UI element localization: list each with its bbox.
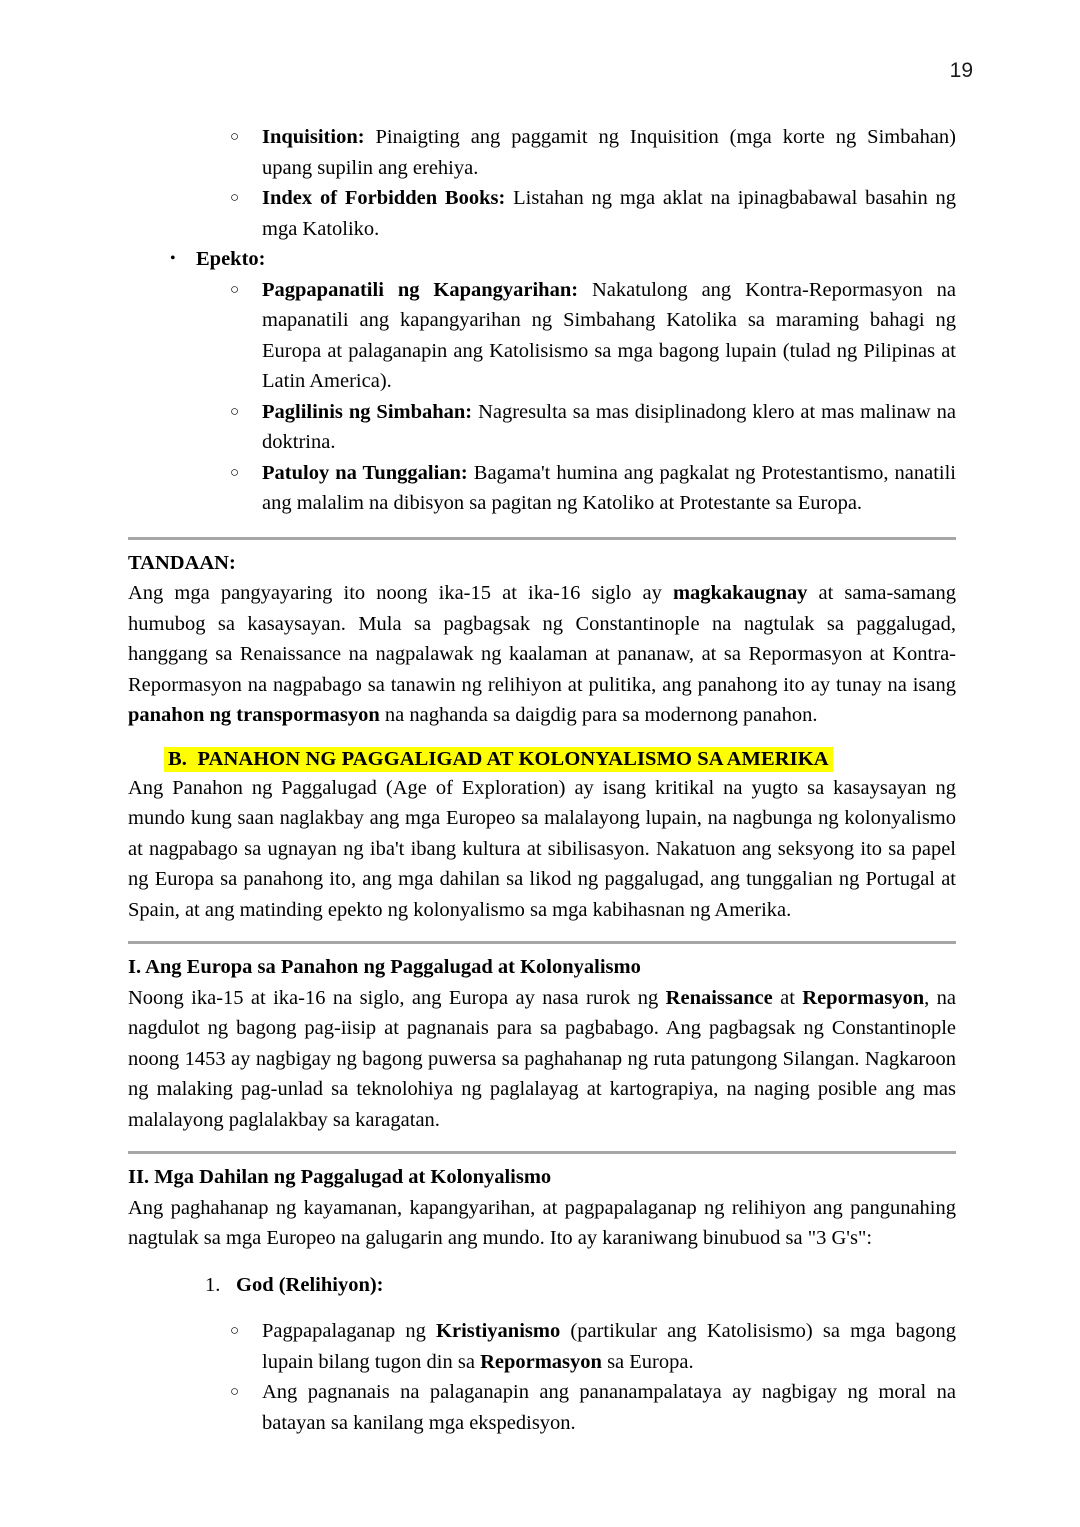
list-item	[128, 275, 956, 397]
list-item-body	[262, 1377, 956, 1438]
tandaan-heading: TANDAAN:	[128, 551, 236, 574]
list-item-body	[262, 458, 956, 519]
list-item-god	[168, 1270, 956, 1301]
spacer	[128, 731, 956, 745]
sub-bold-1: Kristiyanismo	[436, 1320, 561, 1342]
list-item-body	[262, 1316, 956, 1377]
kontra-reporma-list	[128, 122, 956, 244]
epekto-label: Epekto:	[196, 248, 266, 270]
sub-text-3: sa Europa.	[601, 1350, 694, 1373]
list-item-text: Pinaigting ang paggamit ng Inquisition (mga korte ng Simbahan) upang supilin ang erehiya.	[262, 126, 956, 179]
list-item-text: Nagresulta sa mas disiplinadong klero at mas malinaw na doktrina.	[262, 400, 956, 453]
tandaan-text-1: Ang mga pangyayaring ito noong ika-15 at ika-16 siglo ay	[128, 582, 673, 604]
tandaan-bold-1: magkakaugnay	[672, 582, 808, 604]
list-item-text: Bagama't humina ang pagkalat ng Protestantismo, nanatili ang malalim na dibisyon sa pagitan ng Katoliko at Protestante sa Europa.	[262, 461, 956, 514]
spacer	[128, 1154, 956, 1162]
list-item	[128, 122, 956, 183]
tandaan-text-3: na naghanda sa daigdig para sa modernong panahon.	[379, 704, 818, 726]
list-item-body	[262, 275, 956, 397]
section-b-heading: B. PANAHON NG PAGGALIGAD AT KOLONYALISMO SA AMERIKA	[164, 747, 833, 772]
three-gs-list	[128, 1270, 956, 1301]
spacer	[128, 944, 956, 952]
section-i-paragraph	[128, 983, 956, 1136]
list-item	[128, 183, 956, 244]
epekto-list	[128, 244, 956, 275]
sub-text-1: Ang pagnanais na palaganapin ang pananampalataya ay nagbigay ng moral na batayan sa kanilang mga ekspedisyon.	[262, 1381, 956, 1434]
list-item	[128, 397, 956, 458]
section-i-heading: I. Ang Europa sa Panahon ng Paggalugad at Kolonyalismo	[128, 956, 641, 978]
list-item-text: Listahan ng mga aklat na ipinagbabawal basahin ng mga Katoliko.	[262, 187, 957, 240]
section-ii-intro: Ang paghahanap ng kayamanan, kapangyarihan, at pagpapalaganap ng relihiyon ang pangunahing nagtulak sa mga Europeo na galugarin ang mundo. Ito ay karaniwang binubuod sa "3 G's":	[128, 1196, 956, 1249]
tandaan-bold-2: panahon ng transpormasyon	[128, 704, 380, 726]
bullet-hollow-icon: ○	[230, 403, 240, 420]
section-ii-heading: II. Mga Dahilan ng Paggalugad at Kolonyalismo	[128, 1166, 552, 1188]
list-item-term: Patuloy na Tunggalian:	[262, 461, 468, 484]
list-item	[128, 1377, 956, 1438]
list-item-epekto	[128, 244, 956, 275]
list-item-text: Nakatulong ang Kontra-Repormasyon na mapanatili ang kapangyarihan ng Simbahang Katolika sa maraming bahagi ng Europa at palaganapin ang Katolisismo sa mga bagong lupain (tulad ng Pilipinas at Latin America).	[262, 278, 957, 392]
spacer	[128, 519, 956, 537]
sub-text-1: Pagpapalaganap ng	[262, 1320, 437, 1342]
list-item-term: Paglilinis ng Simbahan:	[262, 400, 473, 423]
bullet-filled-icon: •	[170, 250, 176, 267]
list-item-body	[262, 122, 956, 183]
section-i-text-3: , na nagdulot ng bagong pag-iisip at pagnanais para sa pagbabago. Ang pagbagsak ng Constantinople noong 1453 ay nagbigay ng bagong puwersa sa paghahanap ng ruta patungong Silangan. Nagkaroon ng malaking pag-unlad sa teknolohiya ng paglalayag at kartograpiya, na naging posible ang mas malalayong paglalakbay sa karagatan.	[128, 986, 956, 1131]
spacer	[128, 540, 956, 548]
list-item	[128, 1316, 956, 1377]
epekto-sub-list	[128, 275, 956, 519]
sub-text-2: (partikular ang Katolisismo) sa mga bagong lupain bilang tugon din sa	[262, 1320, 956, 1373]
bullet-hollow-icon: ○	[230, 1323, 240, 1339]
page-number: 19	[949, 59, 973, 82]
spacer	[128, 1135, 956, 1151]
bullet-hollow-icon: ○	[230, 464, 240, 481]
list-item-term: Index of Forbidden Books:	[262, 187, 506, 209]
bullet-hollow-icon: ○	[230, 1384, 240, 1400]
list-item	[128, 458, 956, 519]
sub-bold-2: Repormasyon	[480, 1350, 602, 1373]
list-item-body	[262, 397, 956, 458]
list-item-body	[262, 183, 956, 244]
section-i-text-1: Noong ika-15 at ika-16 na siglo, ang Europa ay nasa rurok ng	[128, 986, 666, 1009]
spacer	[128, 925, 956, 941]
list-item-term: Inquisition:	[262, 126, 365, 148]
bullet-hollow-icon: ○	[230, 129, 240, 145]
document-content	[128, 122, 956, 1438]
god-sub-list	[128, 1316, 956, 1438]
tandaan-text-2: at sama-samang humubog sa kasaysayan. Mula sa pagbagsak ng Constantinople na nagtulak sa paggalugad, hanggang sa Renaissance na nagpalawak ng kaalaman at pananaw, at sa Repormasyon at Kontra-Repormasyon na nagpabago sa tanawin ng relihiyon at pulitika, ang panahong ito ay tunay na isang	[128, 582, 956, 696]
list-item-label: God (Relihiyon):	[236, 1273, 384, 1296]
section-i-bold-2: Repormasyon	[802, 986, 925, 1009]
list-number: 1.	[205, 1273, 221, 1296]
bullet-hollow-icon: ○	[230, 190, 240, 206]
tandaan-paragraph	[128, 578, 956, 731]
list-item-term: Pagpapanatili ng Kapangyarihan:	[262, 278, 579, 301]
section-b-heading-wrap	[128, 745, 956, 773]
section-i-text-2: at	[772, 986, 803, 1009]
section-b-intro: Ang Panahon ng Paggalugad (Age of Exploration) ay isang kritikal na yugto sa kasaysayan ng mundo kung saan naglakbay ang mga Europeo sa malalayong lupain, na nagbunga ng kolonyalismo at nagpabago sa ugnayan ng iba't ibang kultura at sibilisasyon. Nakatuon ang seksyong ito sa papel ng Europa sa panahong ito, ang mga dahilan sa likod ng paggalugad, ang tunggalian ng Portugal at Spain, at ang matinding epekto ng kolonyalismo sa mga kabihasnan ng Amerika.	[128, 776, 956, 921]
bullet-hollow-icon: ○	[230, 281, 240, 298]
section-i-bold-1: Renaissance	[665, 986, 773, 1009]
